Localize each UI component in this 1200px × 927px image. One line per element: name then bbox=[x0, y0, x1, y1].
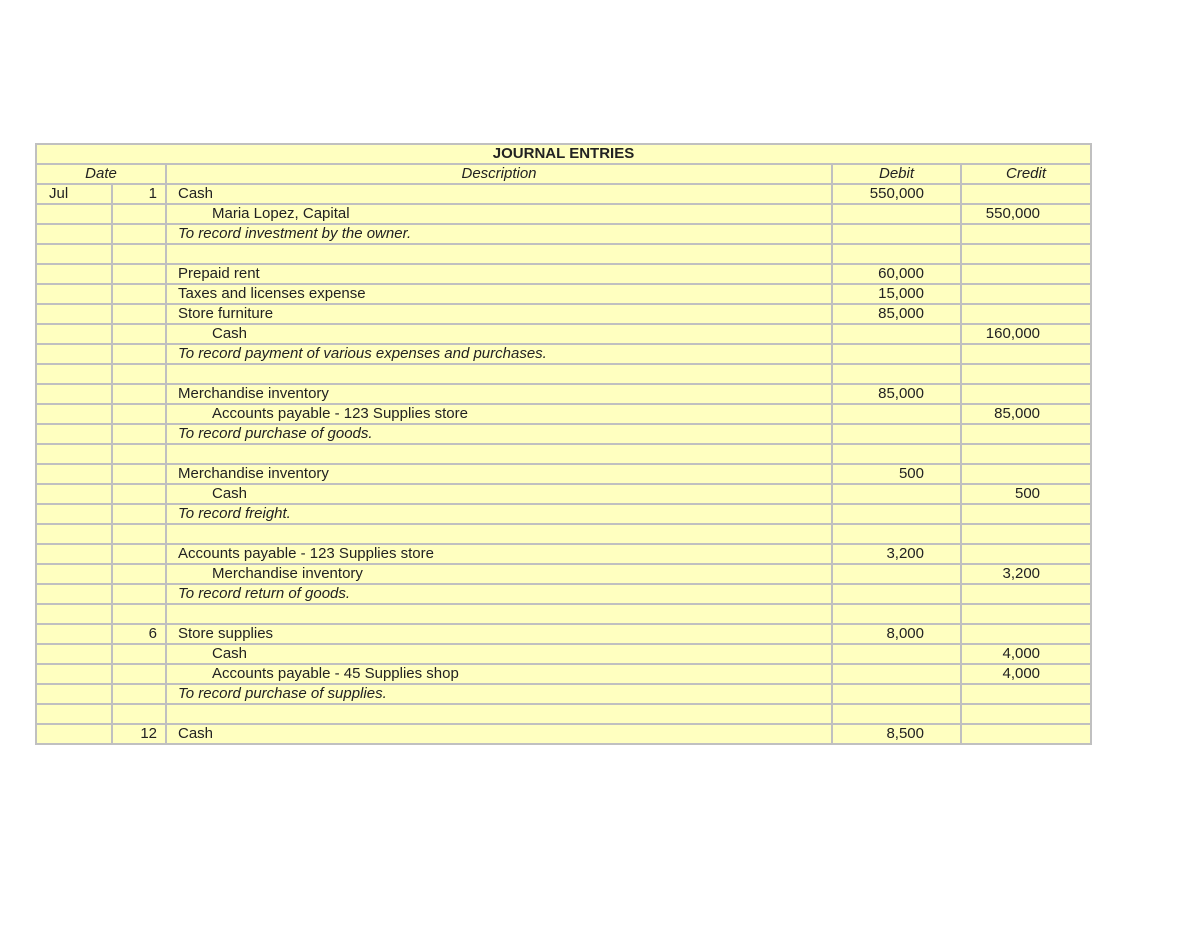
description-cell bbox=[166, 244, 832, 264]
day-cell bbox=[112, 404, 166, 424]
day-cell bbox=[112, 284, 166, 304]
journal-row bbox=[36, 384, 1091, 404]
debit-cell bbox=[832, 444, 961, 464]
debit-cell bbox=[832, 644, 961, 664]
month-cell bbox=[36, 544, 112, 564]
debit-cell: 85,000 bbox=[832, 304, 961, 324]
journal-row bbox=[36, 644, 1091, 664]
description-cell: Store supplies bbox=[166, 624, 832, 644]
day-cell: 6 bbox=[112, 624, 166, 644]
day-cell bbox=[112, 224, 166, 244]
journal-title: JOURNAL ENTRIES bbox=[36, 144, 1091, 164]
month-cell bbox=[36, 204, 112, 224]
day-cell bbox=[112, 424, 166, 444]
day-cell bbox=[112, 264, 166, 284]
journal-row bbox=[36, 184, 1091, 204]
day-cell bbox=[112, 544, 166, 564]
journal-row bbox=[36, 704, 1091, 724]
day-cell bbox=[112, 444, 166, 464]
description-cell: Store furniture bbox=[166, 304, 832, 324]
debit-cell bbox=[832, 484, 961, 504]
debit-cell bbox=[832, 604, 961, 624]
month-cell bbox=[36, 644, 112, 664]
journal-row bbox=[36, 584, 1091, 604]
debit-cell: 15,000 bbox=[832, 284, 961, 304]
description-cell: To record freight. bbox=[166, 504, 832, 524]
journal-row bbox=[36, 464, 1091, 484]
journal-row bbox=[36, 604, 1091, 624]
description-cell: Cash bbox=[166, 184, 832, 204]
description-header: Description bbox=[166, 164, 832, 184]
debit-cell: 8,000 bbox=[832, 624, 961, 644]
day-cell: 12 bbox=[112, 724, 166, 744]
day-cell bbox=[112, 704, 166, 724]
description-cell: Cash bbox=[166, 724, 832, 744]
journal-row bbox=[36, 524, 1091, 544]
debit-header: Debit bbox=[832, 164, 961, 184]
description-cell: To record purchase of goods. bbox=[166, 424, 832, 444]
description-cell: Accounts payable - 45 Supplies shop bbox=[166, 664, 832, 684]
description-cell bbox=[166, 604, 832, 624]
journal-row bbox=[36, 544, 1091, 564]
debit-cell: 500 bbox=[832, 464, 961, 484]
description-cell: To record return of goods. bbox=[166, 584, 832, 604]
credit-cell bbox=[961, 384, 1091, 404]
journal-row bbox=[36, 684, 1091, 704]
journal-row bbox=[36, 664, 1091, 684]
credit-cell: 550,000 bbox=[961, 204, 1091, 224]
credit-cell: 3,200 bbox=[961, 564, 1091, 584]
credit-cell bbox=[961, 444, 1091, 464]
credit-cell bbox=[961, 184, 1091, 204]
credit-cell: 85,000 bbox=[961, 404, 1091, 424]
description-cell: Cash bbox=[166, 324, 832, 344]
description-cell: Accounts payable - 123 Supplies store bbox=[166, 404, 832, 424]
day-cell bbox=[112, 244, 166, 264]
journal-row bbox=[36, 244, 1091, 264]
debit-cell bbox=[832, 664, 961, 684]
credit-cell bbox=[961, 244, 1091, 264]
date-header: Date bbox=[36, 164, 166, 184]
day-cell bbox=[112, 364, 166, 384]
journal-row bbox=[36, 444, 1091, 464]
credit-cell: 500 bbox=[961, 484, 1091, 504]
month-cell bbox=[36, 464, 112, 484]
journal-row bbox=[36, 284, 1091, 304]
month-cell bbox=[36, 604, 112, 624]
month-cell bbox=[36, 444, 112, 464]
day-cell bbox=[112, 604, 166, 624]
debit-cell: 550,000 bbox=[832, 184, 961, 204]
journal-row bbox=[36, 204, 1091, 224]
journal-row bbox=[36, 724, 1091, 744]
journal-row bbox=[36, 504, 1091, 524]
day-cell bbox=[112, 384, 166, 404]
description-cell: Merchandise inventory bbox=[166, 464, 832, 484]
debit-cell bbox=[832, 704, 961, 724]
journal-row bbox=[36, 564, 1091, 584]
description-cell: Taxes and licenses expense bbox=[166, 284, 832, 304]
day-cell bbox=[112, 204, 166, 224]
debit-cell bbox=[832, 204, 961, 224]
debit-cell bbox=[832, 244, 961, 264]
debit-cell: 85,000 bbox=[832, 384, 961, 404]
description-cell: To record purchase of supplies. bbox=[166, 684, 832, 704]
credit-cell bbox=[961, 624, 1091, 644]
debit-cell bbox=[832, 224, 961, 244]
description-cell: Merchandise inventory bbox=[166, 384, 832, 404]
month-cell bbox=[36, 304, 112, 324]
month-cell bbox=[36, 364, 112, 384]
journal-row bbox=[36, 484, 1091, 504]
day-cell bbox=[112, 524, 166, 544]
journal-row bbox=[36, 344, 1091, 364]
journal-row bbox=[36, 304, 1091, 324]
day-cell bbox=[112, 344, 166, 364]
month-cell bbox=[36, 384, 112, 404]
month-cell bbox=[36, 584, 112, 604]
debit-cell bbox=[832, 684, 961, 704]
description-cell: Prepaid rent bbox=[166, 264, 832, 284]
debit-cell bbox=[832, 364, 961, 384]
debit-cell bbox=[832, 324, 961, 344]
credit-cell bbox=[961, 544, 1091, 564]
header-row bbox=[36, 164, 1091, 184]
journal-row bbox=[36, 224, 1091, 244]
month-cell bbox=[36, 424, 112, 444]
debit-cell: 8,500 bbox=[832, 724, 961, 744]
day-cell bbox=[112, 684, 166, 704]
description-cell: To record payment of various expenses and purchases. bbox=[166, 344, 832, 364]
day-cell bbox=[112, 304, 166, 324]
month-cell bbox=[36, 624, 112, 644]
credit-cell bbox=[961, 704, 1091, 724]
debit-cell bbox=[832, 584, 961, 604]
description-cell bbox=[166, 704, 832, 724]
description-cell: Maria Lopez, Capital bbox=[166, 204, 832, 224]
debit-cell bbox=[832, 504, 961, 524]
debit-cell bbox=[832, 524, 961, 544]
description-cell: To record investment by the owner. bbox=[166, 224, 832, 244]
month-cell bbox=[36, 224, 112, 244]
credit-cell bbox=[961, 224, 1091, 244]
day-cell bbox=[112, 464, 166, 484]
day-cell bbox=[112, 324, 166, 344]
credit-cell bbox=[961, 304, 1091, 324]
month-cell bbox=[36, 664, 112, 684]
description-cell bbox=[166, 444, 832, 464]
day-cell bbox=[112, 504, 166, 524]
day-cell bbox=[112, 564, 166, 584]
title-row bbox=[36, 144, 1091, 164]
month-cell bbox=[36, 724, 112, 744]
credit-cell bbox=[961, 524, 1091, 544]
credit-cell bbox=[961, 284, 1091, 304]
month-cell bbox=[36, 684, 112, 704]
month-cell bbox=[36, 284, 112, 304]
description-cell: Cash bbox=[166, 484, 832, 504]
month-cell bbox=[36, 484, 112, 504]
month-cell bbox=[36, 524, 112, 544]
month-cell bbox=[36, 404, 112, 424]
description-cell bbox=[166, 524, 832, 544]
credit-cell bbox=[961, 424, 1091, 444]
month-cell: Jul bbox=[36, 184, 112, 204]
credit-cell bbox=[961, 464, 1091, 484]
journal-row bbox=[36, 364, 1091, 384]
description-cell: Accounts payable - 123 Supplies store bbox=[166, 544, 832, 564]
description-cell: Merchandise inventory bbox=[166, 564, 832, 584]
credit-cell bbox=[961, 344, 1091, 364]
credit-cell bbox=[961, 584, 1091, 604]
day-cell bbox=[112, 584, 166, 604]
credit-cell bbox=[961, 684, 1091, 704]
month-cell bbox=[36, 244, 112, 264]
credit-cell: 4,000 bbox=[961, 644, 1091, 664]
credit-cell bbox=[961, 724, 1091, 744]
journal-row bbox=[36, 404, 1091, 424]
debit-cell bbox=[832, 564, 961, 584]
month-cell bbox=[36, 264, 112, 284]
month-cell bbox=[36, 504, 112, 524]
day-cell bbox=[112, 664, 166, 684]
debit-cell bbox=[832, 344, 961, 364]
debit-cell bbox=[832, 404, 961, 424]
month-cell bbox=[36, 344, 112, 364]
debit-cell: 60,000 bbox=[832, 264, 961, 284]
credit-cell: 160,000 bbox=[961, 324, 1091, 344]
month-cell bbox=[36, 704, 112, 724]
journal-row bbox=[36, 264, 1091, 284]
credit-cell bbox=[961, 364, 1091, 384]
month-cell bbox=[36, 564, 112, 584]
journal-row bbox=[36, 624, 1091, 644]
day-cell: 1 bbox=[112, 184, 166, 204]
description-cell bbox=[166, 364, 832, 384]
journal-row bbox=[36, 424, 1091, 444]
credit-cell bbox=[961, 264, 1091, 284]
credit-cell bbox=[961, 504, 1091, 524]
month-cell bbox=[36, 324, 112, 344]
day-cell bbox=[112, 644, 166, 664]
journal-entries-table bbox=[35, 143, 1092, 745]
description-cell: Cash bbox=[166, 644, 832, 664]
journal-row bbox=[36, 324, 1091, 344]
credit-cell: 4,000 bbox=[961, 664, 1091, 684]
debit-cell bbox=[832, 424, 961, 444]
day-cell bbox=[112, 484, 166, 504]
credit-header: Credit bbox=[961, 164, 1091, 184]
debit-cell: 3,200 bbox=[832, 544, 961, 564]
credit-cell bbox=[961, 604, 1091, 624]
